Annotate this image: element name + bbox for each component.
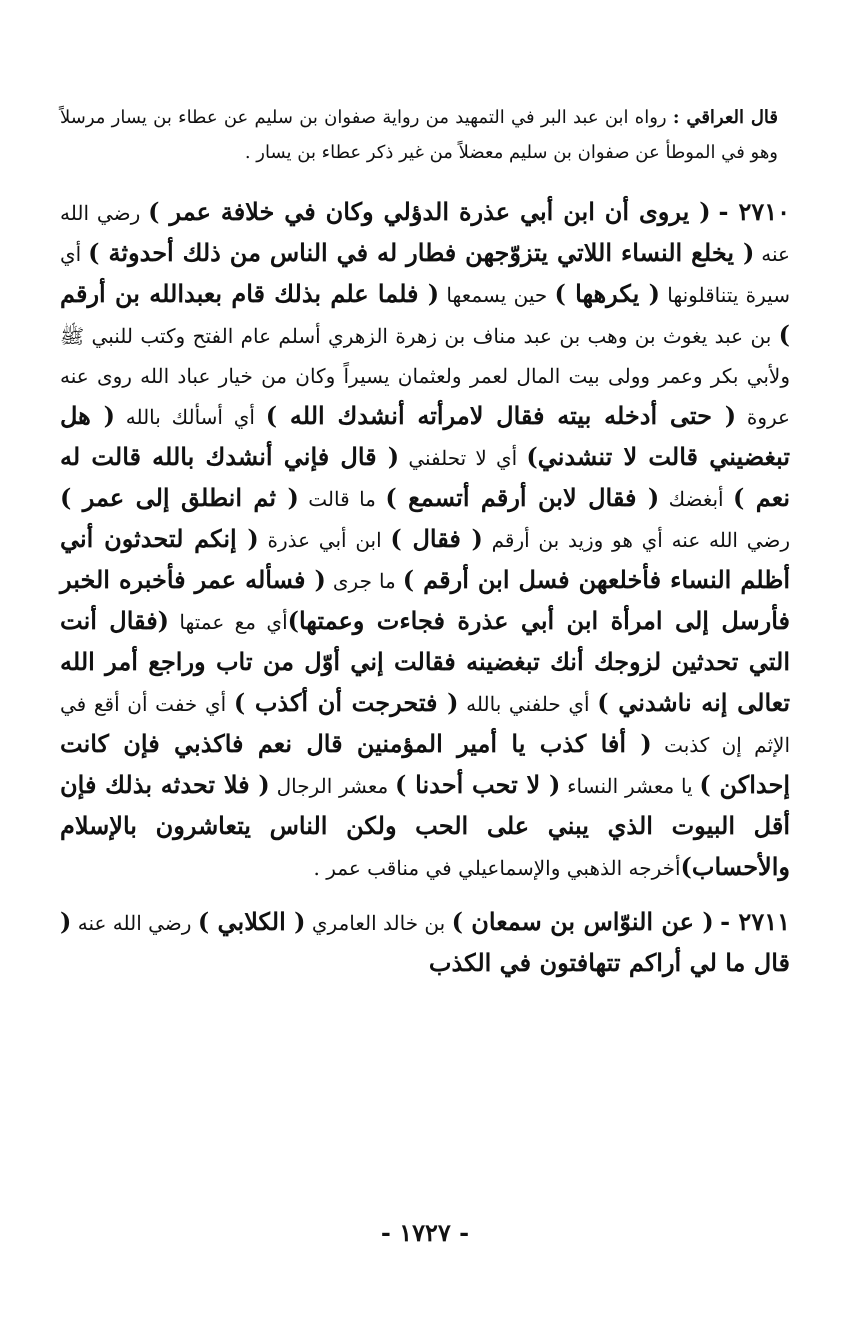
hadith-quote: ( فتحرجت أن أكذب ) [233,688,459,717]
hadith-quote: ( أفا كذب يا أمير المؤمنين قال نعم فاكذبي فإن كانت إحداكن ) [60,729,790,799]
hadith-quote: ( فسأله عمر فأخبره الخبر فأرسل إلى امرأة ابن أبي عذرة فجاءت وعمتها) [60,565,791,635]
hadith-commentary: أي حلفني بالله [458,692,598,716]
hadith-quote: ( هل تبغضيني قالت لا تنشدني) [60,401,790,471]
hadith-commentary: ابن أبي عذرة [258,528,391,552]
hadith-quote: ( ثم انطلق إلى عمر ) [60,483,299,512]
hadith-quote: ( الكلابي ) [197,907,306,936]
hadith-quote: ( قال ما لي أراكم تتهافتون في الكذب [60,907,790,977]
hadith-commentary: أي سيرة يتناقلونها [60,242,790,307]
hadith-2710 [60,192,790,888]
hadith-2711 [60,902,790,984]
hadith-commentary: حين يسمعها [439,283,555,307]
hadith-quote: ( فقال ) [390,524,483,553]
page-number: - ١٧٢٧ - [380,1218,470,1247]
hadith-quote: ( قال فإني أنشدك بالله قالت له نعم ) [60,442,791,512]
hadith-commentary: أبغضك [659,487,734,511]
hadith-commentary: أي خفت أن أقع في الإثم إن كذبت [60,692,790,757]
note-text: رواه ابن عبد البر في التمهيد من رواية صفوان بن سليم عن عطاء بن يسار مرسلاً وهو في الموطأ عن صفوان بن سليم معضلاً من غير ذكر عطاء بن يسار . [60,107,778,163]
hadith-quote: ( فلما علم بذلك قام بعبدالله بن أرقم ) [60,279,790,349]
hadith-commentary: رضي الله عنه [71,911,198,935]
note-label: قال العراقي : [672,107,778,128]
hadith-commentary: ما جرى [325,569,403,593]
hadith-number: ٢٧١١ - [720,907,790,936]
hadith-quote: ( يروى أن ابن أبي عذرة الدؤلي وكان في خلافة عمر ) [148,197,711,226]
hadith-commentary: ما قالت [298,487,386,511]
hadith-quote: ( إنكم لتحدثون أني أظلم النساء فأخلعهن فسل ابن أرقم ) [60,524,791,594]
hadith-commentary: رضي الله عنه أي هو وزيد بن أرقم [482,528,791,552]
hadith-quote: ( لا تحب أحدنا ) [395,770,561,799]
hadith-commentary: أي لا تحلفني [399,446,527,470]
commentary-note [60,100,790,170]
hadith-quote: ( يخلع النساء اللاتي يتزوّجهن فطار له في الناس من ذلك أحدوثة ) [88,238,755,267]
hadith-quote: ( عن النوّاس بن سمعان ) [451,907,714,936]
text-column [60,100,790,998]
hadith-number: ٢٧١٠ - [718,197,790,226]
hadith-commentary: أي مع عمتها [169,610,288,634]
hadith-commentary: بن عبد يغوث بن وهب بن عبد مناف بن زهرة الزهري أسلم عام الفتح وكتب للنبي ﷺ ولأبي بكر وعمر وولى بيت المال لعمر ولعثمان يسيراً وكان من خيار عباد الله روى عنه عروة [60,324,790,429]
hadith-commentary: بن خالد العامري [305,911,452,935]
hadith-quote: ( يكرهها ) [554,279,660,308]
hadith-quote: ( فلا تحدثه بذلك فإن أقل البيوت الذي يبني على الحب ولكن الناس يتعاشرون بالإسلام والأحساب) [60,770,790,881]
hadith-commentary: أخرجه الذهبي والإسماعيلي في مناقب عمر . [313,856,681,880]
hadith-commentary: أي أسألك بالله [114,405,266,429]
hadith-commentary: رضي الله عنه [60,201,790,266]
hadith-commentary: معشر الرجال [269,774,396,798]
hadith-quote: ( فقال لابن أرقم أتسمع ) [385,483,660,512]
hadith-commentary: يا معشر النساء [560,774,700,798]
hadith-quote: ( حتى أدخله بيته فقال لامرأته أنشدك الله ) [265,401,737,430]
hadith-quote: (فقال أنت التي تحدثين لزوجك أنك تبغضينه فقالت إني أوّل من تاب وراجع أمر الله تعالى إنه ناشدني ) [60,606,791,717]
